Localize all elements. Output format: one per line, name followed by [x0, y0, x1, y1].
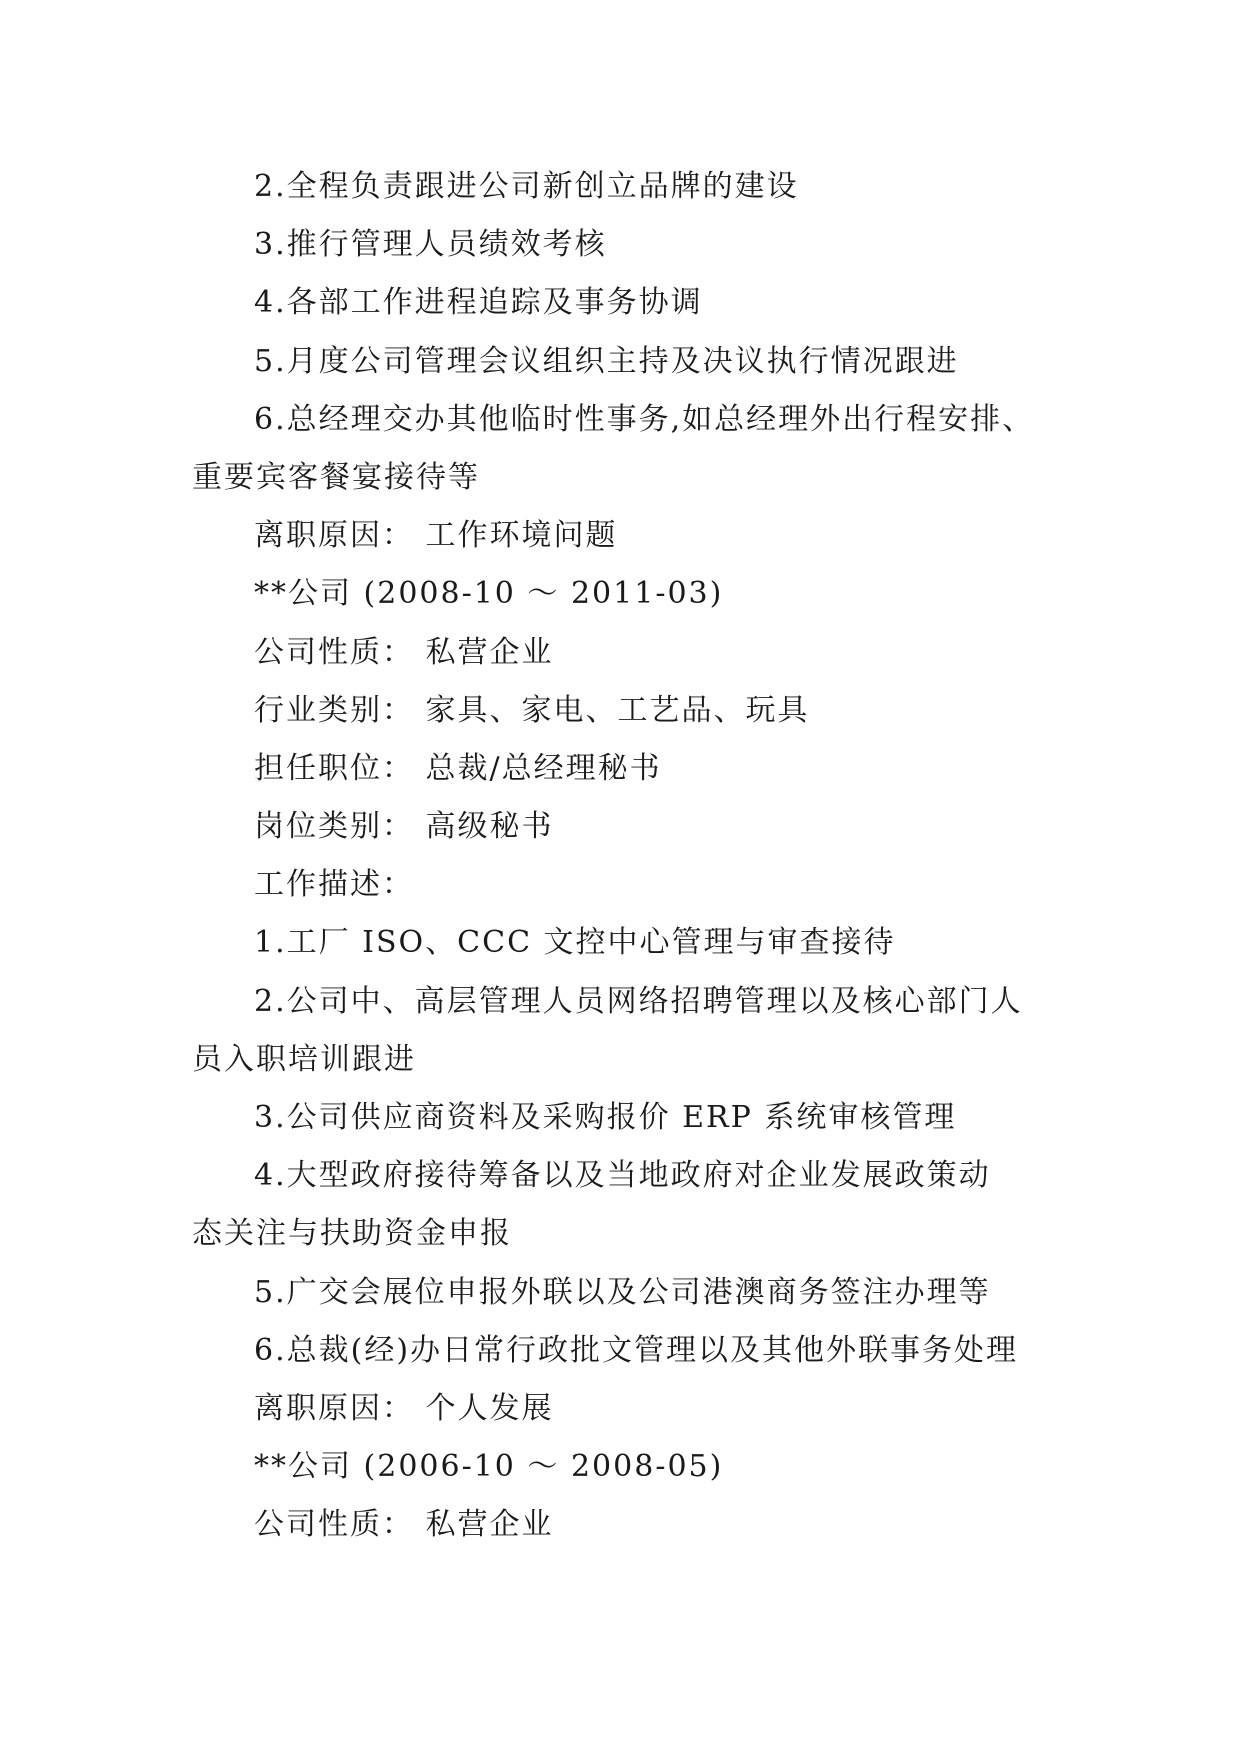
- job-item-3: 3.公司供应商资料及采购报价 ERP 系统审核管理: [254, 1100, 957, 1135]
- leave-reason: 离职原因： 工作环境问题: [254, 518, 618, 554]
- duty-item-6-continued: 重要宾客餐宴接待等: [192, 459, 480, 495]
- job-item-2-continued: 员入职培训跟进: [192, 1041, 416, 1077]
- document-body: [192, 158, 1072, 1555]
- job-item-1: 1.工厂 ISO、CCC 文控中心管理与审查接待: [254, 925, 896, 961]
- job-item-5: 5.广交会展位申报外联以及公司港澳商务签注办理等: [254, 1274, 991, 1310]
- job-item-4: 4.大型政府接待筹备以及当地政府对企业发展政策动: [254, 1158, 991, 1194]
- company-type: 公司性质： 私营企业: [254, 1507, 554, 1543]
- company-heading: **公司 (2008-10 ～ 2011-03): [254, 576, 724, 612]
- company-type: 公司性质： 私营企业: [254, 634, 554, 670]
- duty-item-6: 6.总经理交办其他临时性事务,如总经理外出行程安排、: [254, 401, 1035, 437]
- industry-category: 行业类别： 家具、家电、工艺品、玩具: [254, 692, 810, 728]
- job-item-6: 6.总裁(经)办日常行政批文管理以及其他外联事务处理: [254, 1332, 1019, 1368]
- job-item-2: 2.公司中、高层管理人员网络招聘管理以及核心部门人: [254, 983, 1023, 1019]
- company-heading: **公司 (2006-10 ～ 2008-05): [254, 1449, 724, 1485]
- position-category: 岗位类别： 高级秘书: [254, 809, 554, 845]
- job-item-4-continued: 态关注与扶助资金申报: [192, 1216, 512, 1252]
- leave-reason: 离职原因： 个人发展: [254, 1390, 554, 1426]
- duty-item-5: 5.月度公司管理会议组织主持及决议执行情况跟进: [254, 343, 959, 379]
- job-description-heading: 工作描述：: [254, 867, 414, 903]
- duty-item-2: 2.全程负责跟进公司新创立品牌的建设: [254, 169, 799, 204]
- position-held: 担任职位： 总裁/总经理秘书: [254, 750, 662, 786]
- duty-item-4: 4.各部工作进程追踪及事务协调: [254, 285, 703, 321]
- duty-item-3: 3.推行管理人员绩效考核: [254, 227, 607, 263]
